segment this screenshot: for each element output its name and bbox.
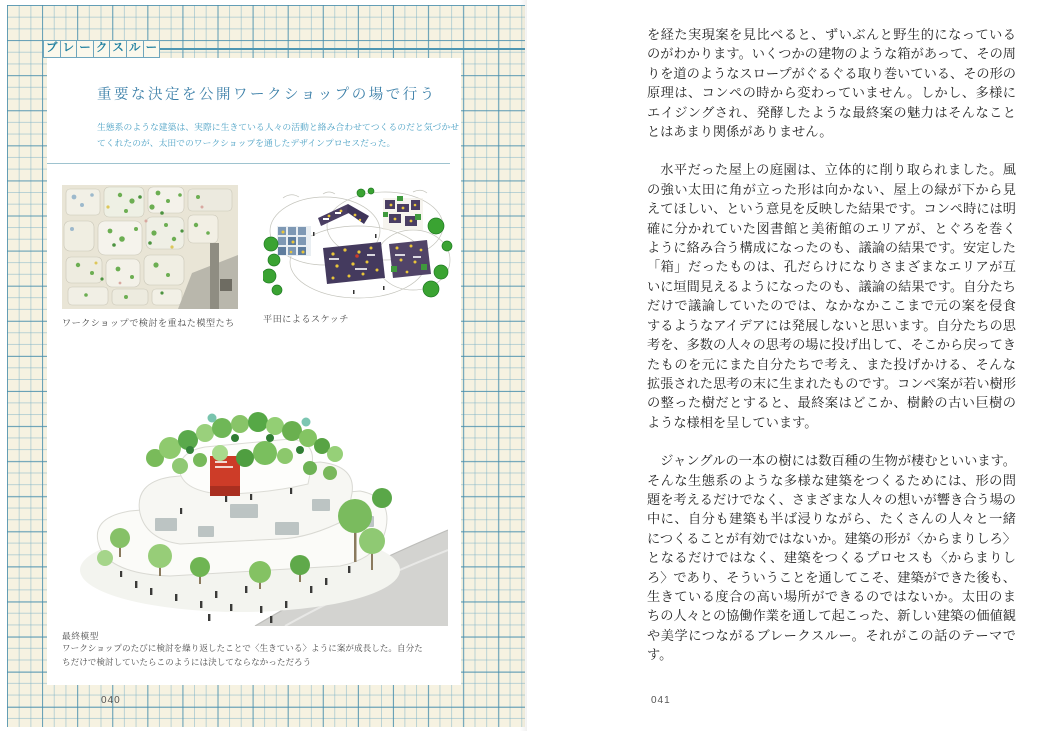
body-text xyxy=(647,25,1016,684)
breakthrough-title xyxy=(44,40,160,58)
left-page xyxy=(0,0,527,731)
paragraph-1: を経た実現案を見比べると、ずいぶんと野生的になっているのがわかります。いくつかの建物のような箱があって、その周りを道のようなスロープがぐるぐる取り巻いている、その形の原理は、コンペの時から変わっていません。しかし、多様にエイジングされ、発酵したような最終案の魅力はそんなこととはあまり関係がありません。 xyxy=(647,27,1016,140)
caption-models: ワークショップで検討を重ねた模型たち xyxy=(62,318,235,328)
title-char-cell: ク xyxy=(93,40,111,58)
workshop-models-photo xyxy=(62,185,238,309)
hirata-sketch-image xyxy=(263,186,453,304)
title-char-cell: ー xyxy=(76,40,94,58)
paragraph-2: 水平だった屋上の庭園は、立体的に削り取られました。風の強い太田に角が立った形は向かない、屋上の緑が下から見えてほしい、という意見を反映した結果です。コンペ時には明確に分かれていた図書館と美術館のエリアが、とぐろを巻くように絡み合う構成になったのも、議論の結果です。安定した「箱」だったものは、孔だらけになりさまざまなエリアが互いに垣間見えるようになったのも、議論の結果です。自分たちだけで議論していたのでは、なかなかここまで元の案を侵食するようなアイデアには発展しないと思います。自分たちの思考を、多数の人々の思考の場に投げ出して、そこから戻ってきたものを元にまた自分たちで考え、また投げかける、そんな拡張された思考の末に生まれたものです。コンペ案が若い樹形の整った樹だとすると、最終案はどこか、樹齢の古い巨樹のような様相を呈しています。 xyxy=(647,162,1016,430)
caption-sketch: 平田によるスケッチ xyxy=(263,314,349,324)
title-char-cell: ブ xyxy=(43,40,61,58)
title-char-cell: ー xyxy=(143,40,161,58)
caption-final-body: ワークショップのたびに検討を繰り返したことで〈生きている〉ように案が成長した。自分たちだけで検討していたらこのようには決してならなかっただろう xyxy=(62,643,423,667)
title-char-cell: ル xyxy=(126,40,144,58)
section-lead: 生態系のような建築は、実際に生きている人々の活動と絡み合わせてつくるのだと気づかせてくれたのが、太田でのワークショップを通したデザインプロセスだった。 xyxy=(97,122,459,148)
paragraph-3: ジャングルの一本の樹には数百種の生物が棲むといいます。そんな生態系のような多様な建築をつくるためには、形の問題を考えるだけでなく、さまざまな人々の想いが響き合う場の中に、自分も建築も半ば浸りながら、たくさんの人々と一緒につくることが有効ではないか。建築の形が〈からまりしろ〉となるだけではなく、建築をつくるプロセスも〈からまりしろ〉であり、そういうことを通してこそ、建築ができた後も、生きている度合の高い場所ができるのではないか。太田のまちの人々との協働作業を通して起こった、新しい建築の価値観や美学につながるブレークスルー。それがこの話のテーマです。 xyxy=(647,453,1016,663)
page-number-left: 040 xyxy=(101,695,121,706)
right-page xyxy=(527,0,1055,731)
title-char-cell: レ xyxy=(60,40,78,58)
section-divider xyxy=(47,163,450,164)
caption-final-title: 最終模型 xyxy=(62,631,99,641)
page-number-right: 041 xyxy=(651,695,671,706)
section-subtitle: 重要な決定を公開ワークショップの場で行う xyxy=(97,87,437,103)
final-model-image xyxy=(60,398,448,626)
title-char-cell: ス xyxy=(109,40,127,58)
